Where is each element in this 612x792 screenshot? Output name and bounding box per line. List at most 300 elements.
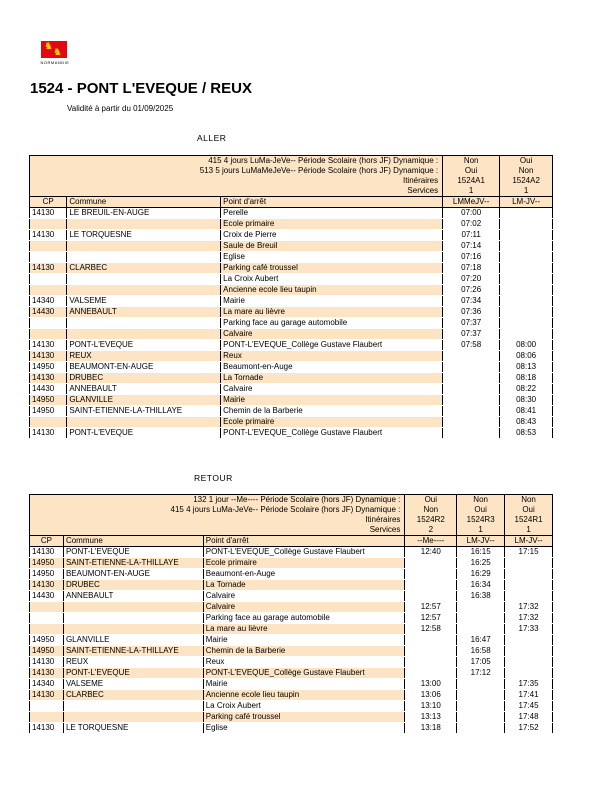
time-cell: 12:40 bbox=[405, 547, 457, 558]
time-cell: 08:30 bbox=[500, 395, 553, 406]
stop-cell: Calvaire bbox=[203, 602, 405, 613]
cp-cell bbox=[30, 602, 64, 613]
commune-cell bbox=[67, 241, 221, 252]
service-column-header: LM-JV-- bbox=[500, 197, 553, 208]
time-cell bbox=[405, 558, 457, 569]
table-row bbox=[30, 690, 553, 701]
cp-cell: 14950 bbox=[30, 569, 64, 580]
cp-cell bbox=[30, 318, 67, 329]
cp-cell: 14130 bbox=[30, 340, 67, 351]
time-cell: 17:15 bbox=[505, 547, 553, 558]
time-cell bbox=[500, 274, 553, 285]
column-header-row bbox=[30, 197, 553, 208]
time-cell: 08:00 bbox=[500, 340, 553, 351]
table-row bbox=[30, 679, 553, 690]
cp-cell: 14130 bbox=[30, 690, 64, 701]
stop-column-header: Point d'arrêt bbox=[221, 197, 443, 208]
time-cell bbox=[443, 406, 500, 417]
time-cell: 07:02 bbox=[443, 219, 500, 230]
header-row bbox=[30, 525, 553, 536]
retour-label: RETOUR bbox=[194, 473, 233, 483]
time-cell: 13:06 bbox=[405, 690, 457, 701]
time-cell bbox=[500, 241, 553, 252]
commune-cell: DRUBEC bbox=[63, 580, 203, 591]
table-row bbox=[30, 230, 553, 241]
header-row bbox=[30, 166, 553, 176]
time-cell bbox=[457, 701, 505, 712]
commune-cell bbox=[67, 417, 221, 428]
time-cell: 17:05 bbox=[457, 657, 505, 668]
commune-cell: PONT-L'EVEQUE bbox=[67, 428, 221, 439]
header-value: 1524A1 bbox=[443, 176, 500, 186]
service-column-header: LM-JV-- bbox=[457, 536, 505, 547]
time-cell bbox=[500, 230, 553, 241]
commune-cell: VALSEME bbox=[67, 296, 221, 307]
time-cell bbox=[443, 373, 500, 384]
cp-cell: 14950 bbox=[30, 635, 64, 646]
time-cell: 08:41 bbox=[500, 406, 553, 417]
cp-cell: 14130 bbox=[30, 547, 64, 558]
time-cell bbox=[500, 252, 553, 263]
table-row bbox=[30, 657, 553, 668]
header-value: Oui bbox=[500, 156, 553, 167]
time-cell: 08:43 bbox=[500, 417, 553, 428]
cp-cell: 14950 bbox=[30, 362, 67, 373]
commune-cell: REUX bbox=[67, 351, 221, 362]
time-cell: 13:00 bbox=[405, 679, 457, 690]
time-cell: 12:57 bbox=[405, 602, 457, 613]
time-cell: 13:13 bbox=[405, 712, 457, 723]
commune-cell: ANNEBAULT bbox=[63, 591, 203, 602]
header-caption: 415 4 jours LuMa-JeVe-- Période Scolaire (hors JF) Dynamique : bbox=[30, 505, 405, 515]
time-cell bbox=[405, 569, 457, 580]
header-caption: 132 1 jour --Me---- Période Scolaire (hors JF) Dynamique : bbox=[30, 495, 405, 506]
header-row bbox=[30, 505, 553, 515]
time-cell bbox=[500, 307, 553, 318]
header-value: Oui bbox=[505, 505, 553, 515]
time-cell: 07:34 bbox=[443, 296, 500, 307]
time-cell bbox=[443, 417, 500, 428]
stop-cell: Chemin de la Barberie bbox=[203, 646, 405, 657]
header-row bbox=[30, 515, 553, 525]
table-row bbox=[30, 285, 553, 296]
table-row bbox=[30, 417, 553, 428]
commune-cell bbox=[67, 219, 221, 230]
cp-cell: 14950 bbox=[30, 646, 64, 657]
table-row bbox=[30, 624, 553, 635]
table-row bbox=[30, 340, 553, 351]
table-row bbox=[30, 307, 553, 318]
time-cell bbox=[405, 591, 457, 602]
table-row bbox=[30, 351, 553, 362]
commune-cell: BEAUMONT-EN-AUGE bbox=[67, 362, 221, 373]
cp-column-header: CP bbox=[30, 536, 64, 547]
time-cell: 13:18 bbox=[405, 723, 457, 734]
table-row bbox=[30, 580, 553, 591]
stop-cell: PONT-L'EVEQUE_Collège Gustave Flaubert bbox=[203, 668, 405, 679]
header-caption: Services bbox=[30, 186, 443, 197]
stop-cell: Calvaire bbox=[221, 329, 443, 340]
commune-cell: REUX bbox=[63, 657, 203, 668]
header-value: 1 bbox=[500, 186, 553, 197]
time-cell bbox=[443, 428, 500, 439]
service-column-header: LM-JV-- bbox=[505, 536, 553, 547]
time-cell: 17:48 bbox=[505, 712, 553, 723]
time-cell: 07:26 bbox=[443, 285, 500, 296]
service-column-header: --Me---- bbox=[405, 536, 457, 547]
time-cell bbox=[405, 657, 457, 668]
time-cell: 07:11 bbox=[443, 230, 500, 241]
cp-cell bbox=[30, 624, 64, 635]
stop-cell: Croix de Pierre bbox=[221, 230, 443, 241]
stop-cell: La Tornade bbox=[203, 580, 405, 591]
cp-cell bbox=[30, 613, 64, 624]
table-row bbox=[30, 547, 553, 558]
stop-cell: Mairie bbox=[203, 635, 405, 646]
time-cell bbox=[500, 285, 553, 296]
table-row bbox=[30, 219, 553, 230]
time-cell bbox=[505, 668, 553, 679]
header-value: Non bbox=[505, 495, 553, 506]
time-cell bbox=[505, 635, 553, 646]
time-cell: 07:16 bbox=[443, 252, 500, 263]
cp-cell: 14430 bbox=[30, 307, 67, 318]
time-cell bbox=[457, 723, 505, 734]
header-caption: 415 4 jours LuMa-JeVe-- Période Scolaire (hors JF) Dynamique : bbox=[30, 156, 443, 167]
cp-cell: 14130 bbox=[30, 351, 67, 362]
stop-cell: Calvaire bbox=[203, 591, 405, 602]
commune-cell: PONT-L'EVEQUE bbox=[67, 340, 221, 351]
cp-cell bbox=[30, 274, 67, 285]
commune-cell: SAINT-ETIENNE-LA-THILLAYE bbox=[67, 406, 221, 417]
stop-cell: Perelle bbox=[221, 208, 443, 219]
retour-timetable bbox=[29, 494, 553, 734]
time-cell bbox=[457, 690, 505, 701]
commune-cell bbox=[63, 624, 203, 635]
table-row bbox=[30, 208, 553, 219]
commune-cell: PONT-L'EVEQUE bbox=[63, 547, 203, 558]
commune-cell bbox=[67, 252, 221, 263]
aller-timetable bbox=[29, 155, 553, 439]
stop-cell: La Tornade bbox=[221, 373, 443, 384]
time-cell: 08:13 bbox=[500, 362, 553, 373]
page-title: 1524 - PONT L'EVEQUE / REUX bbox=[30, 80, 252, 97]
time-cell: 17:33 bbox=[505, 624, 553, 635]
stop-cell: Ecole primaire bbox=[221, 219, 443, 230]
stop-cell: Reux bbox=[203, 657, 405, 668]
service-column-header: LMMeJV-- bbox=[443, 197, 500, 208]
header-value: 1524R3 bbox=[457, 515, 505, 525]
stop-cell: PONT-L'EVEQUE_Collège Gustave Flaubert bbox=[203, 547, 405, 558]
cp-cell: 14130 bbox=[30, 723, 64, 734]
cp-cell bbox=[30, 712, 64, 723]
cp-cell: 14950 bbox=[30, 406, 67, 417]
stop-cell: Reux bbox=[221, 351, 443, 362]
commune-cell: ANNEBAULT bbox=[67, 384, 221, 395]
header-value: 1 bbox=[505, 525, 553, 536]
cp-column-header: CP bbox=[30, 197, 67, 208]
header-value: Oui bbox=[457, 505, 505, 515]
time-cell: 08:18 bbox=[500, 373, 553, 384]
table-row bbox=[30, 362, 553, 373]
stop-cell: Calvaire bbox=[221, 384, 443, 395]
time-cell bbox=[405, 580, 457, 591]
time-cell bbox=[405, 635, 457, 646]
time-cell: 12:57 bbox=[405, 613, 457, 624]
time-cell bbox=[405, 646, 457, 657]
time-cell: 07:37 bbox=[443, 329, 500, 340]
cp-cell: 14950 bbox=[30, 395, 67, 406]
stop-cell: Mairie bbox=[221, 395, 443, 406]
time-cell bbox=[505, 591, 553, 602]
commune-cell bbox=[67, 285, 221, 296]
stop-cell: Saule de Breuil bbox=[221, 241, 443, 252]
time-cell bbox=[500, 318, 553, 329]
time-cell: 16:25 bbox=[457, 558, 505, 569]
time-cell: 17:45 bbox=[505, 701, 553, 712]
header-value: 1524A2 bbox=[500, 176, 553, 186]
time-cell bbox=[500, 296, 553, 307]
table-row bbox=[30, 701, 553, 712]
time-cell bbox=[457, 679, 505, 690]
table-row bbox=[30, 241, 553, 252]
time-cell bbox=[505, 646, 553, 657]
header-value: 2 bbox=[405, 525, 457, 536]
table-row bbox=[30, 613, 553, 624]
time-cell: 17:32 bbox=[505, 602, 553, 613]
cp-cell: 14130 bbox=[30, 657, 64, 668]
header-value: 1524R1 bbox=[505, 515, 553, 525]
table-row bbox=[30, 635, 553, 646]
normandie-flag-icon: ♞ ♞ bbox=[41, 41, 67, 58]
time-cell: 08:06 bbox=[500, 351, 553, 362]
table-row bbox=[30, 384, 553, 395]
time-cell: 07:20 bbox=[443, 274, 500, 285]
validity-date: Validité à partir du 01/09/2025 bbox=[67, 104, 174, 113]
header-value: Non bbox=[500, 166, 553, 176]
time-cell: 07:18 bbox=[443, 263, 500, 274]
stop-cell: Ecole primaire bbox=[221, 417, 443, 428]
time-cell: 07:36 bbox=[443, 307, 500, 318]
time-cell: 13:10 bbox=[405, 701, 457, 712]
header-value: Non bbox=[405, 505, 457, 515]
time-cell bbox=[457, 712, 505, 723]
time-cell bbox=[505, 580, 553, 591]
time-cell bbox=[457, 624, 505, 635]
time-cell: 16:47 bbox=[457, 635, 505, 646]
table-row bbox=[30, 406, 553, 417]
table-row bbox=[30, 395, 553, 406]
table-row bbox=[30, 558, 553, 569]
time-cell: 17:35 bbox=[505, 679, 553, 690]
stop-cell: Mairie bbox=[203, 679, 405, 690]
time-cell: 07:14 bbox=[443, 241, 500, 252]
time-cell bbox=[505, 569, 553, 580]
header-value: Oui bbox=[443, 166, 500, 176]
time-cell bbox=[500, 219, 553, 230]
commune-cell: GLANVILLE bbox=[67, 395, 221, 406]
commune-cell: LE TORQUESNE bbox=[63, 723, 203, 734]
header-caption: 513 5 jours LuMaMeJeVe-- Période Scolaire (hors JF) Dynamique : bbox=[30, 166, 443, 176]
header-caption: Itinéraires bbox=[30, 176, 443, 186]
cp-cell bbox=[30, 417, 67, 428]
stop-cell: La mare au lièvre bbox=[203, 624, 405, 635]
stop-cell: Eglise bbox=[221, 252, 443, 263]
commune-cell bbox=[63, 602, 203, 613]
stop-cell: Parking face au garage automobile bbox=[203, 613, 405, 624]
stop-cell: Eglise bbox=[203, 723, 405, 734]
logo-text: NORMANDIE bbox=[40, 60, 70, 65]
header-value: Oui bbox=[405, 495, 457, 506]
table-row bbox=[30, 263, 553, 274]
commune-cell bbox=[63, 712, 203, 723]
cp-cell bbox=[30, 219, 67, 230]
commune-cell: LE TORQUESNE bbox=[67, 230, 221, 241]
time-cell: 07:58 bbox=[443, 340, 500, 351]
cp-cell: 14130 bbox=[30, 230, 67, 241]
table-row bbox=[30, 296, 553, 307]
cp-cell: 14130 bbox=[30, 668, 64, 679]
aller-label: ALLER bbox=[197, 133, 227, 143]
time-cell: 12:58 bbox=[405, 624, 457, 635]
commune-cell bbox=[63, 613, 203, 624]
table-row bbox=[30, 712, 553, 723]
table-row bbox=[30, 602, 553, 613]
time-cell: 16:34 bbox=[457, 580, 505, 591]
commune-cell: DRUBEC bbox=[67, 373, 221, 384]
header-value: 1 bbox=[443, 186, 500, 197]
time-cell bbox=[457, 602, 505, 613]
stop-cell: La Croix Aubert bbox=[203, 701, 405, 712]
stop-cell: Chemin de la Barberie bbox=[221, 406, 443, 417]
header-row bbox=[30, 176, 553, 186]
commune-cell: CLARBEC bbox=[63, 690, 203, 701]
stop-cell: La mare au lièvre bbox=[221, 307, 443, 318]
cp-cell: 14130 bbox=[30, 373, 67, 384]
region-logo bbox=[37, 41, 73, 73]
stop-cell: Ecole primaire bbox=[203, 558, 405, 569]
stop-cell: La Croix Aubert bbox=[221, 274, 443, 285]
header-row bbox=[30, 156, 553, 167]
table-row bbox=[30, 668, 553, 679]
header-value: Non bbox=[457, 495, 505, 506]
time-cell: 08:22 bbox=[500, 384, 553, 395]
cp-cell: 14130 bbox=[30, 428, 67, 439]
commune-cell bbox=[63, 701, 203, 712]
header-row bbox=[30, 495, 553, 506]
commune-cell: BEAUMONT-EN-AUGE bbox=[63, 569, 203, 580]
cp-cell: 14130 bbox=[30, 208, 67, 219]
time-cell bbox=[443, 384, 500, 395]
time-cell bbox=[443, 395, 500, 406]
time-cell bbox=[443, 362, 500, 373]
commune-cell: CLARBEC bbox=[67, 263, 221, 274]
cp-cell bbox=[30, 701, 64, 712]
time-cell bbox=[457, 613, 505, 624]
header-value: Non bbox=[443, 156, 500, 167]
stop-cell: Ancienne ecole lieu taupin bbox=[203, 690, 405, 701]
time-cell bbox=[505, 657, 553, 668]
stop-cell: Beaumont-en-Auge bbox=[221, 362, 443, 373]
time-cell bbox=[405, 668, 457, 679]
header-caption: Itinéraires bbox=[30, 515, 405, 525]
cp-cell bbox=[30, 252, 67, 263]
table-row bbox=[30, 318, 553, 329]
time-cell: 17:41 bbox=[505, 690, 553, 701]
time-cell: 08:53 bbox=[500, 428, 553, 439]
cp-cell: 14950 bbox=[30, 558, 64, 569]
cp-cell: 14430 bbox=[30, 384, 67, 395]
stop-cell: Beaumont-en-Auge bbox=[203, 569, 405, 580]
commune-cell: ANNEBAULT bbox=[67, 307, 221, 318]
commune-cell: VALSEME bbox=[63, 679, 203, 690]
time-cell: 07:00 bbox=[443, 208, 500, 219]
stop-column-header: Point d'arrêt bbox=[203, 536, 405, 547]
commune-column-header: Commune bbox=[63, 536, 203, 547]
commune-cell: SAINT-ETIENNE-LA-THILLAYE bbox=[63, 558, 203, 569]
table-row bbox=[30, 591, 553, 602]
header-value: 1524R2 bbox=[405, 515, 457, 525]
table-row bbox=[30, 274, 553, 285]
header-row bbox=[30, 186, 553, 197]
table-row bbox=[30, 373, 553, 384]
table-row bbox=[30, 723, 553, 734]
commune-cell bbox=[67, 318, 221, 329]
commune-cell: GLANVILLE bbox=[63, 635, 203, 646]
cp-cell bbox=[30, 285, 67, 296]
column-header-row bbox=[30, 536, 553, 547]
stop-cell: Parking face au garage automobile bbox=[221, 318, 443, 329]
time-cell bbox=[443, 351, 500, 362]
time-cell: 07:37 bbox=[443, 318, 500, 329]
cp-cell bbox=[30, 241, 67, 252]
time-cell: 16:15 bbox=[457, 547, 505, 558]
time-cell: 16:29 bbox=[457, 569, 505, 580]
cp-cell: 14430 bbox=[30, 591, 64, 602]
time-cell: 17:52 bbox=[505, 723, 553, 734]
header-caption: Services bbox=[30, 525, 405, 536]
time-cell: 16:58 bbox=[457, 646, 505, 657]
cp-cell bbox=[30, 329, 67, 340]
time-cell bbox=[505, 558, 553, 569]
commune-cell: SAINT-ETIENNE-LA-THILLAYE bbox=[63, 646, 203, 657]
cp-cell: 14130 bbox=[30, 263, 67, 274]
table-row bbox=[30, 646, 553, 657]
table-row bbox=[30, 428, 553, 439]
time-cell bbox=[500, 208, 553, 219]
commune-cell: PONT-L'EVEQUE bbox=[63, 668, 203, 679]
header-value: 1 bbox=[457, 525, 505, 536]
stop-cell: PONT-L'EVEQUE_Collège Gustave Flaubert bbox=[221, 428, 443, 439]
stop-cell: Parking café troussel bbox=[203, 712, 405, 723]
stop-cell: Parking café troussel bbox=[221, 263, 443, 274]
table-row bbox=[30, 329, 553, 340]
cp-cell: 14340 bbox=[30, 296, 67, 307]
commune-cell bbox=[67, 329, 221, 340]
time-cell: 17:12 bbox=[457, 668, 505, 679]
commune-column-header: Commune bbox=[67, 197, 221, 208]
stop-cell: PONT-L'EVEQUE_Collège Gustave Flaubert bbox=[221, 340, 443, 351]
stop-cell: Mairie bbox=[221, 296, 443, 307]
time-cell bbox=[500, 263, 553, 274]
time-cell bbox=[500, 329, 553, 340]
cp-cell: 14340 bbox=[30, 679, 64, 690]
stop-cell: Ancienne ecole lieu taupin bbox=[221, 285, 443, 296]
table-row bbox=[30, 569, 553, 580]
cp-cell: 14130 bbox=[30, 580, 64, 591]
commune-cell: LE BREUIL-EN-AUGE bbox=[67, 208, 221, 219]
table-row bbox=[30, 252, 553, 263]
